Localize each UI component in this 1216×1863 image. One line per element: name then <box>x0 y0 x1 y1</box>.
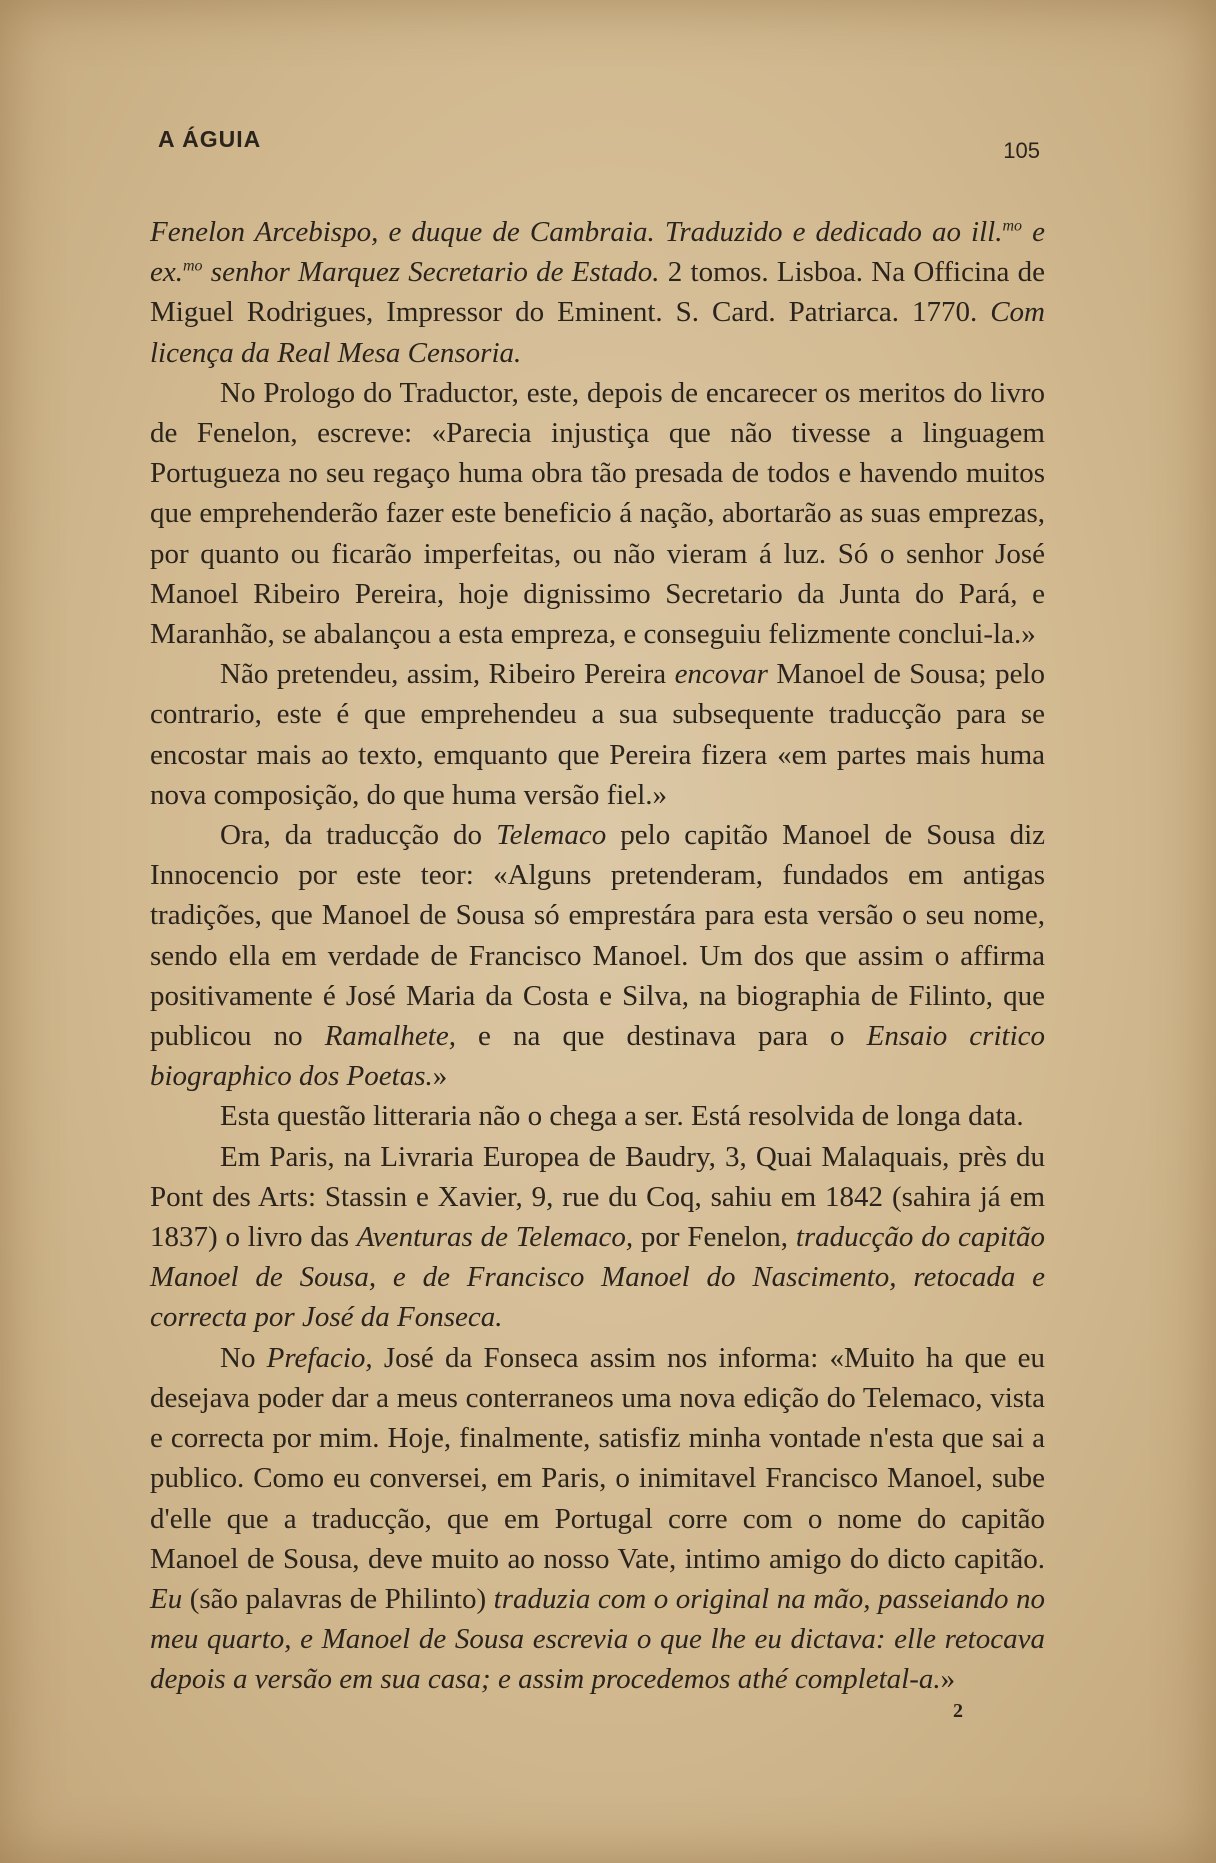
italic-credit: traducção do capitão Manoel de Sousa, e de Francisco Manoel do Nascimento, retocada e correcta por José da Fonseca. <box>150 1221 1045 1334</box>
italic-title: Aventuras de Telemaco, <box>356 1221 634 1254</box>
text-run: José da Fonseca assim nos informa: «Muito ha que eu desejava poder dar a meus conterraneos uma nova edição do Telemaco, vista e correcta por mim. Hoje, finalmente, satisfiz minha vontade n'esta que sai a publico. Como eu conversei, em Paris, o inimitavel Francisco Manoel, sube d'elle que a traducção, que em Portugal corre com o nome do capitão Manoel de Sousa, deve muito ao nosso Vate, intimo amigo do dicto capitão. <box>150 1341 1045 1575</box>
imprint-text: 2 tomos. Lisboa. Na Officina de Miguel Rodrigues, Impressor do Eminent. S. Card. Patriarca. 1770. <box>150 256 1046 329</box>
superscript: mo <box>183 257 203 275</box>
italic-quote: traduzia com o original na mão, passeiando no meu quarto, e Manoel de Sousa escrevia o que lhe eu dictava: elle retocava depois a versão em sua casa; e assim procedemos athé completal-a. <box>150 1582 1045 1696</box>
text-run: » <box>432 1060 448 1093</box>
page-number: 105 <box>1003 138 1040 163</box>
text-run: No <box>220 1341 267 1374</box>
signature-mark: 2 <box>953 1700 963 1722</box>
text-run: Manoel de Sousa; pelo contrario, este é que emprehendeu a sua subsequente traducção para se encostar mais ao texto, emquanto que Pereira fizera «em partes mais huma nova composição, do que huma versão fiel.» <box>150 658 1045 811</box>
italic-licence: Com licença da Real Mesa Censoria. <box>150 296 1045 369</box>
article-text <box>150 212 1045 1700</box>
italic-word: Eu <box>150 1582 183 1615</box>
superscript: mo <box>1002 217 1023 235</box>
italic-title: Prefacio, <box>266 1341 373 1374</box>
italic-title: Ramalhete, <box>324 1020 456 1053</box>
paragraph-prologo: No Prologo do Traductor, este, depois de encarecer os meritos do livro de Fenelon, escreve: «Parecia injustiça que não tivesse a linguagem Portugueza no seu regaço huma obra tão presada de todos e havendo muitos que emprehenderão fazer este beneficio á nação, abortarão as suas emprezas, por quanto ou ficarão imperfeitas, ou não vieram á luz. Só o senhor José Manoel Ribeiro Pereira, hoje dignissimo Secretario da Junta do Pará, e Maranhão, se abalançou a esta empreza, e conseguiu felizmente conclui-la.» <box>150 376 1045 651</box>
paragraph-questao: Esta questão litteraria não o chega a ser. Está resolvida de longa data. <box>220 1100 1024 1133</box>
paragraph-innocencio <box>150 815 1045 1096</box>
paragraph-ribeiro-pereira <box>150 654 1045 815</box>
journal-title: A ÁGUIA <box>158 126 262 152</box>
paragraph-prefacio <box>150 1338 1045 1700</box>
italic-title: Ensaio critico biographico dos Poetas. <box>150 1020 1045 1093</box>
italic-title: e ex. <box>150 216 1045 289</box>
text-run: pelo capitão Manoel de Sousa diz Innocencio por este teor: «Alguns pretenderam, fundados em antigas tradições, que Manoel de Sousa só emprestára para esta versão o seu nome, sendo ella em verdade de Francisco Manoel. Um dos que assim o affirma positivamente é José Maria da Costa e Silva, na biographia de Filinto, que publicou no <box>150 819 1045 1053</box>
text-run: Em Paris, na Livraria Europea de Baudry, 3, Quai Malaquais, près du Pont des Arts: Stassin e Xavier, 9, rue du Coq, sahiu em 1842 (sahira já em 1837) o livro das <box>150 1140 1045 1254</box>
paragraph-paris-edition <box>150 1137 1045 1338</box>
italic-title: Telemaco <box>496 819 607 852</box>
text-run: Não pretendeu, assim, Ribeiro Pereira <box>220 658 675 691</box>
paragraph-bibliographic-entry <box>150 212 1045 373</box>
italic-title: Fenelon Arcebispo, e duque de Cambraia. Traduzido e dedicado ao ill. <box>150 216 1003 248</box>
text-run: e na que destinava para o <box>455 1020 867 1053</box>
text-run: (são palavras de Philinto) <box>182 1582 494 1615</box>
text-run: por Fenelon, <box>633 1221 796 1254</box>
text-run: » <box>940 1663 956 1696</box>
italic-title: senhor Marquez Secretario de Estado. <box>202 256 660 289</box>
italic-word: encovar <box>674 658 768 691</box>
running-head <box>158 118 1058 178</box>
text-run: Ora, da traducção do <box>220 819 497 852</box>
